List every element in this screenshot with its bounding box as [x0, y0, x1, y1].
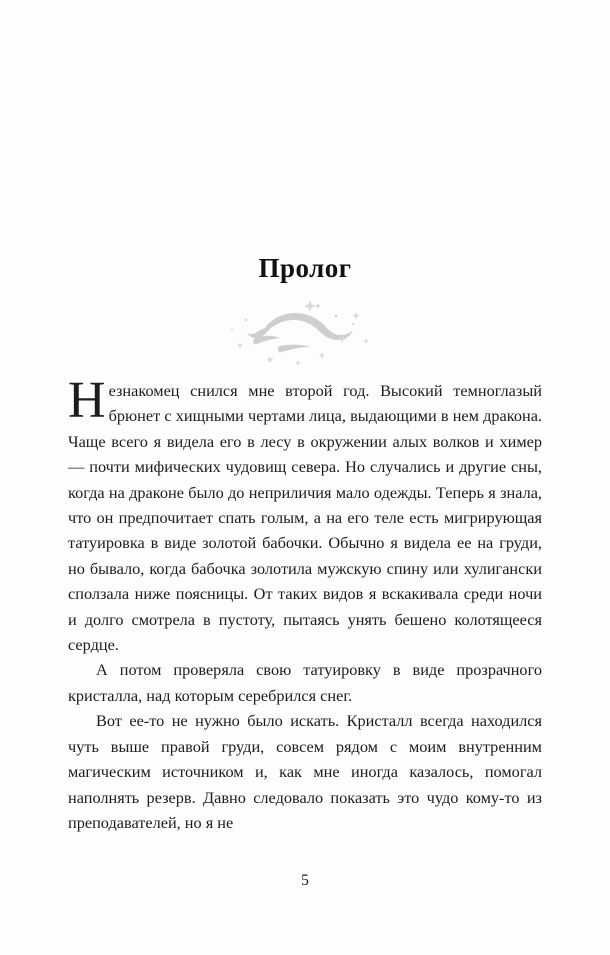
- sparkle-swirl-ornament: [210, 294, 400, 366]
- page-content: [68, 0, 542, 955]
- paragraph-first: Незнакомец снился мне второй год. Высокий темноглазый брюнет с хищными чертами лица, выдающими в нем дракона. Чаще всего я видела его в лесу в окружении алых волков и химер — почти мифических чудовищ севера. Но случались и другие сны, когда на драконе было до неприличия мало одежды. Теперь я знала, что он предпочитает спать голым, а на его теле есть мигрирующая татуировка в виде золотой бабочки. Обычно я видела ее на груди, но бывало, когда бабочка золотила мужскую спину или хулигански сползала ниже поясницы. От таких видов я вскакивала среди ночи и долго смотрела в пустоту, пытаясь унять бешено колотящееся сердце.: [68, 372, 542, 655]
- paragraph: А потом проверяла свою татуировку в виде прозрачного кристалла, над которым серебрился снег.: [68, 660, 542, 705]
- page-title: Пролог: [258, 253, 352, 283]
- paragraph: Вот ее-то не нужно было искать. Кристалл всегда находился чуть выше правой груди, совсем рядом с моим внутренним магическим источником и, как мне иногда казалось, помогал наполнять резерв. Давно следовало показать это чудо кому-то из преподавателей, но я не: [68, 711, 542, 832]
- page-number: 5: [301, 872, 309, 889]
